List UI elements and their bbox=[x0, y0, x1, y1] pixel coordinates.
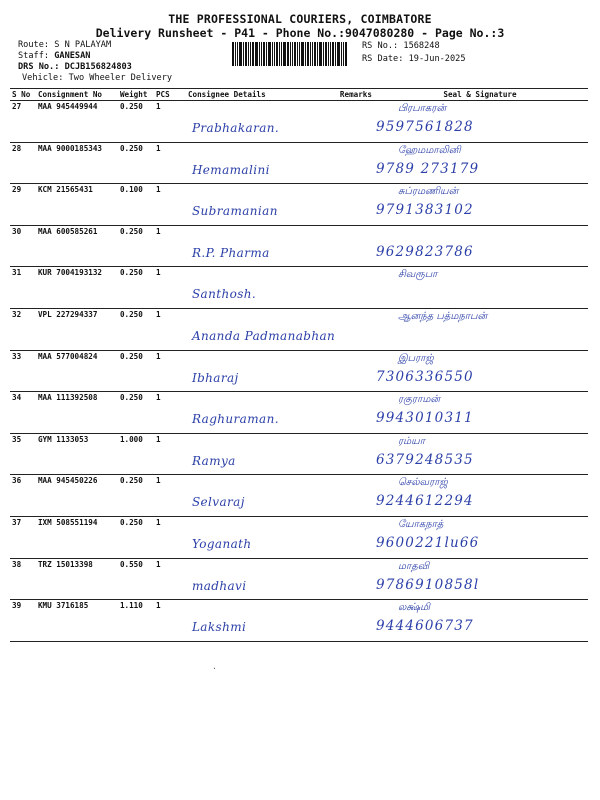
pcs-cell: 1 bbox=[154, 142, 186, 184]
route-label: Route: bbox=[18, 40, 50, 50]
sno-cell: 36 bbox=[10, 475, 36, 517]
pcs-cell: 1 bbox=[154, 433, 186, 475]
sno-cell: 34 bbox=[10, 392, 36, 434]
weight-cell: 0.250 bbox=[118, 101, 154, 143]
handwritten-signature: சுப்ரமணியன் bbox=[397, 186, 459, 198]
barcode-bar bbox=[274, 42, 275, 66]
signature-cell bbox=[374, 350, 588, 392]
col-consignment: Consignment No bbox=[36, 89, 118, 101]
table-row bbox=[10, 350, 588, 392]
staff-value: GANESAN bbox=[54, 51, 91, 61]
handwritten-phone: 9789 273179 bbox=[375, 160, 480, 177]
barcode-bar bbox=[305, 42, 306, 66]
handwritten-phone: 7306336550 bbox=[375, 368, 474, 385]
barcode-bar bbox=[239, 42, 242, 66]
barcode-bar bbox=[337, 42, 340, 66]
sno-cell: 35 bbox=[10, 433, 36, 475]
barcode-bar bbox=[343, 42, 344, 66]
consignee-cell bbox=[186, 516, 338, 558]
pcs-cell: 1 bbox=[154, 600, 186, 642]
barcode-bar bbox=[310, 42, 311, 66]
table-row bbox=[10, 225, 588, 267]
barcode-bar bbox=[325, 42, 327, 66]
barcode-bar bbox=[290, 42, 291, 66]
weight-cell: 0.550 bbox=[118, 558, 154, 600]
handwritten-phone: 9786910858l bbox=[375, 576, 480, 593]
handwritten-signature: செல்வராஜ் bbox=[397, 477, 448, 489]
barcode-bar bbox=[279, 42, 280, 66]
barcode-bar bbox=[237, 42, 238, 66]
sno-cell: 39 bbox=[10, 600, 36, 642]
consignee-handwritten-name: Santhosh. bbox=[191, 287, 257, 302]
vehicle-value: Two Wheeler Delivery bbox=[68, 73, 173, 83]
signature-cell bbox=[374, 433, 588, 475]
handwritten-phone: 9629823786 bbox=[375, 243, 474, 260]
handwritten-phone: 9444606737 bbox=[375, 618, 474, 635]
consignee-cell bbox=[186, 101, 338, 143]
vehicle-label: Vehicle: bbox=[22, 73, 64, 83]
barcode-bar bbox=[266, 42, 267, 66]
barcode-bar bbox=[248, 42, 249, 66]
rs-no-label: RS No.: bbox=[362, 41, 399, 51]
pcs-cell: 1 bbox=[154, 558, 186, 600]
col-sno: S No bbox=[10, 89, 36, 101]
weight-cell: 0.250 bbox=[118, 142, 154, 184]
remarks-cell bbox=[338, 225, 374, 267]
consignment-cell: VPL 227294337 bbox=[36, 308, 118, 350]
barcode-bar bbox=[314, 42, 316, 66]
pcs-cell: 1 bbox=[154, 101, 186, 143]
handwritten-signature: சிவரூபா bbox=[397, 269, 438, 281]
table-row bbox=[10, 392, 588, 434]
col-signature: Seal & Signature bbox=[374, 89, 588, 101]
consignee-handwritten-name: madhavi bbox=[191, 578, 247, 593]
handwritten-signature: ரகுராமன் bbox=[397, 394, 441, 406]
handwritten-signature: ஆனந்த பத்மநாபன் bbox=[397, 310, 488, 322]
vehicle-line bbox=[22, 73, 172, 84]
sno-cell: 27 bbox=[10, 101, 36, 143]
barcode-bar bbox=[307, 42, 309, 66]
consignment-cell: GYM 1133053 bbox=[36, 433, 118, 475]
runsheet-table bbox=[10, 88, 588, 642]
sno-cell: 31 bbox=[10, 267, 36, 309]
barcode-bar bbox=[243, 42, 244, 66]
weight-cell: 0.250 bbox=[118, 350, 154, 392]
drs-line bbox=[18, 62, 132, 73]
barcode-bar bbox=[261, 42, 262, 66]
sno-cell: 37 bbox=[10, 516, 36, 558]
signature-cell bbox=[374, 267, 588, 309]
barcode-bar bbox=[281, 42, 282, 66]
consignment-cell: MAA 577004824 bbox=[36, 350, 118, 392]
barcode-bar bbox=[335, 42, 336, 66]
barcode-bar bbox=[317, 42, 318, 66]
weight-cell: 0.250 bbox=[118, 225, 154, 267]
barcode-bar bbox=[292, 42, 293, 66]
consignee-handwritten-name: Subramanian bbox=[191, 204, 278, 219]
signature-cell bbox=[374, 516, 588, 558]
weight-cell: 0.250 bbox=[118, 475, 154, 517]
barcode-bar bbox=[255, 42, 258, 66]
sno-cell: 29 bbox=[10, 184, 36, 226]
rs-date-label: RS Date: bbox=[362, 54, 404, 64]
consignee-handwritten-name: Selvaraj bbox=[191, 495, 245, 510]
barcode-bar bbox=[301, 42, 304, 66]
weight-cell: 0.100 bbox=[118, 184, 154, 226]
stray-mark: . bbox=[212, 662, 217, 671]
drs-value: DCJB156824803 bbox=[64, 62, 132, 72]
barcode-bar bbox=[276, 42, 278, 66]
sno-cell: 28 bbox=[10, 142, 36, 184]
signature-cell bbox=[374, 225, 588, 267]
signature-cell bbox=[374, 142, 588, 184]
consignment-cell: IXM 508551194 bbox=[36, 516, 118, 558]
consignee-handwritten-name: Ramya bbox=[191, 453, 236, 468]
barcode-bar bbox=[294, 42, 296, 66]
consignee-cell bbox=[186, 308, 338, 350]
barcode-bar bbox=[250, 42, 251, 66]
consignee-cell bbox=[186, 350, 338, 392]
barcode-image bbox=[232, 42, 355, 66]
weight-cell: 0.250 bbox=[118, 516, 154, 558]
sno-cell: 30 bbox=[10, 225, 36, 267]
weight-cell: 0.250 bbox=[118, 392, 154, 434]
remarks-cell bbox=[338, 184, 374, 226]
signature-cell bbox=[374, 101, 588, 143]
consignee-handwritten-name: Ibharaj bbox=[191, 370, 239, 385]
signature-cell bbox=[374, 308, 588, 350]
pcs-cell: 1 bbox=[154, 516, 186, 558]
remarks-cell bbox=[338, 475, 374, 517]
handwritten-signature: யோகநாத் bbox=[397, 518, 444, 530]
consignment-cell: MAA 945449944 bbox=[36, 101, 118, 143]
pcs-cell: 1 bbox=[154, 184, 186, 226]
consignee-cell bbox=[186, 267, 338, 309]
consignment-cell: MAA 600585261 bbox=[36, 225, 118, 267]
barcode-bar bbox=[330, 42, 331, 66]
signature-cell bbox=[374, 558, 588, 600]
weight-cell: 1.110 bbox=[118, 600, 154, 642]
weight-cell: 0.250 bbox=[118, 267, 154, 309]
table-row bbox=[10, 558, 588, 600]
rs-date-value: 19-Jun-2025 bbox=[408, 54, 466, 64]
col-pcs: PCS bbox=[154, 89, 186, 101]
remarks-cell bbox=[338, 308, 374, 350]
barcode-bar bbox=[297, 42, 298, 66]
barcode-bar bbox=[341, 42, 342, 66]
col-consignee: Consignee Details bbox=[186, 89, 338, 101]
barcode-bar bbox=[312, 42, 313, 66]
handwritten-signature: ஹேமமாலினி bbox=[397, 144, 461, 156]
handwritten-signature: மாதவி bbox=[397, 560, 430, 572]
consignee-handwritten-name: R.P. Pharma bbox=[191, 245, 270, 260]
remarks-cell bbox=[338, 142, 374, 184]
consignment-cell: KMU 3716185 bbox=[36, 600, 118, 642]
barcode-bar bbox=[263, 42, 265, 66]
barcode-bar bbox=[345, 42, 347, 66]
consignee-handwritten-name: Prabhakaran. bbox=[191, 121, 280, 135]
barcode-bar bbox=[283, 42, 286, 66]
table-row bbox=[10, 308, 588, 350]
sno-cell: 32 bbox=[10, 308, 36, 350]
handwritten-phone: 9597561828 bbox=[375, 119, 474, 135]
consignee-handwritten-name: Ananda Padmanabhan bbox=[191, 328, 336, 343]
drs-label: DRS No.: bbox=[18, 62, 60, 72]
consignee-cell bbox=[186, 475, 338, 517]
col-weight: Weight bbox=[118, 89, 154, 101]
handwritten-phone: 6379248535 bbox=[375, 451, 474, 468]
consignment-cell: KCM 21565431 bbox=[36, 184, 118, 226]
consignment-cell: MAA 111392508 bbox=[36, 392, 118, 434]
pcs-cell: 1 bbox=[154, 308, 186, 350]
table-row bbox=[10, 475, 588, 517]
consignee-handwritten-name: Raghuraman. bbox=[191, 412, 279, 427]
signature-cell bbox=[374, 184, 588, 226]
consignment-cell: KUR 7004193132 bbox=[36, 267, 118, 309]
consignee-handwritten-name: Yoganath bbox=[191, 536, 252, 551]
sno-cell: 38 bbox=[10, 558, 36, 600]
barcode-bar bbox=[328, 42, 329, 66]
handwritten-phone: 9791383102 bbox=[375, 202, 474, 219]
barcode-bar bbox=[252, 42, 254, 66]
rs-no-line bbox=[362, 41, 440, 52]
route-value: S N PALAYAM bbox=[54, 40, 112, 50]
handwritten-phone: 9244612294 bbox=[375, 493, 474, 510]
barcode-bar bbox=[232, 42, 234, 66]
signature-cell bbox=[374, 600, 588, 642]
consignee-handwritten-name: Hemamalini bbox=[191, 162, 270, 177]
barcode-bar bbox=[299, 42, 300, 66]
barcode-bar bbox=[323, 42, 324, 66]
barcode-bar bbox=[235, 42, 236, 66]
barcode-bar bbox=[332, 42, 334, 66]
pcs-cell: 1 bbox=[154, 350, 186, 392]
consignee-cell bbox=[186, 225, 338, 267]
remarks-cell bbox=[338, 101, 374, 143]
remarks-cell bbox=[338, 516, 374, 558]
pcs-cell: 1 bbox=[154, 225, 186, 267]
consignment-cell: MAA 9000185343 bbox=[36, 142, 118, 184]
table-row bbox=[10, 267, 588, 309]
consignee-cell bbox=[186, 184, 338, 226]
handwritten-signature: ரம்யா bbox=[397, 435, 425, 447]
consignee-cell bbox=[186, 392, 338, 434]
barcode-bar bbox=[272, 42, 273, 66]
handwritten-signature: இபராஜ் bbox=[397, 352, 434, 364]
consignment-cell: TRZ 15013398 bbox=[36, 558, 118, 600]
remarks-cell bbox=[338, 392, 374, 434]
rs-date-line bbox=[362, 54, 466, 65]
remarks-cell bbox=[338, 433, 374, 475]
signature-cell bbox=[374, 392, 588, 434]
staff-line bbox=[18, 51, 90, 62]
consignee-cell bbox=[186, 142, 338, 184]
barcode-bar bbox=[259, 42, 260, 66]
handwritten-phone: 9943010311 bbox=[375, 410, 474, 427]
barcode-bar bbox=[287, 42, 289, 66]
weight-cell: 1.000 bbox=[118, 433, 154, 475]
weight-cell: 0.250 bbox=[118, 308, 154, 350]
consignee-cell bbox=[186, 600, 338, 642]
col-remarks: Remarks bbox=[339, 90, 372, 99]
table-row bbox=[10, 600, 588, 642]
remarks-cell bbox=[338, 558, 374, 600]
table-row bbox=[10, 142, 588, 184]
barcode-bar bbox=[245, 42, 247, 66]
handwritten-signature: பிரபாகரன் bbox=[397, 103, 447, 114]
table-row bbox=[10, 184, 588, 226]
signature-cell bbox=[374, 475, 588, 517]
consignee-handwritten-name: Lakshmi bbox=[191, 620, 247, 635]
table-header-row bbox=[10, 89, 588, 101]
route-line bbox=[18, 40, 111, 51]
consignment-cell: MAA 945450226 bbox=[36, 475, 118, 517]
remarks-cell bbox=[338, 267, 374, 309]
barcode-bar bbox=[268, 42, 271, 66]
runsheet-subtitle: Delivery Runsheet - P41 - Phone No.:9047080280 - Page No.:3 bbox=[95, 26, 505, 40]
barcode-bar bbox=[319, 42, 322, 66]
pcs-cell: 1 bbox=[154, 475, 186, 517]
pcs-cell: 1 bbox=[154, 392, 186, 434]
consignee-cell bbox=[186, 433, 338, 475]
sno-cell: 33 bbox=[10, 350, 36, 392]
handwritten-phone: 9600221lu66 bbox=[375, 534, 480, 551]
pcs-cell: 1 bbox=[154, 267, 186, 309]
staff-label: Staff: bbox=[18, 51, 50, 61]
company-title: THE PROFESSIONAL COURIERS, COIMBATORE bbox=[168, 12, 432, 26]
rs-no-value: 1568248 bbox=[403, 41, 440, 51]
table-row bbox=[10, 101, 588, 143]
handwritten-signature: லக்ஷ்மி bbox=[397, 602, 430, 614]
table-row bbox=[10, 516, 588, 558]
remarks-cell bbox=[338, 350, 374, 392]
remarks-cell bbox=[338, 600, 374, 642]
consignee-cell bbox=[186, 558, 338, 600]
table-row bbox=[10, 433, 588, 475]
